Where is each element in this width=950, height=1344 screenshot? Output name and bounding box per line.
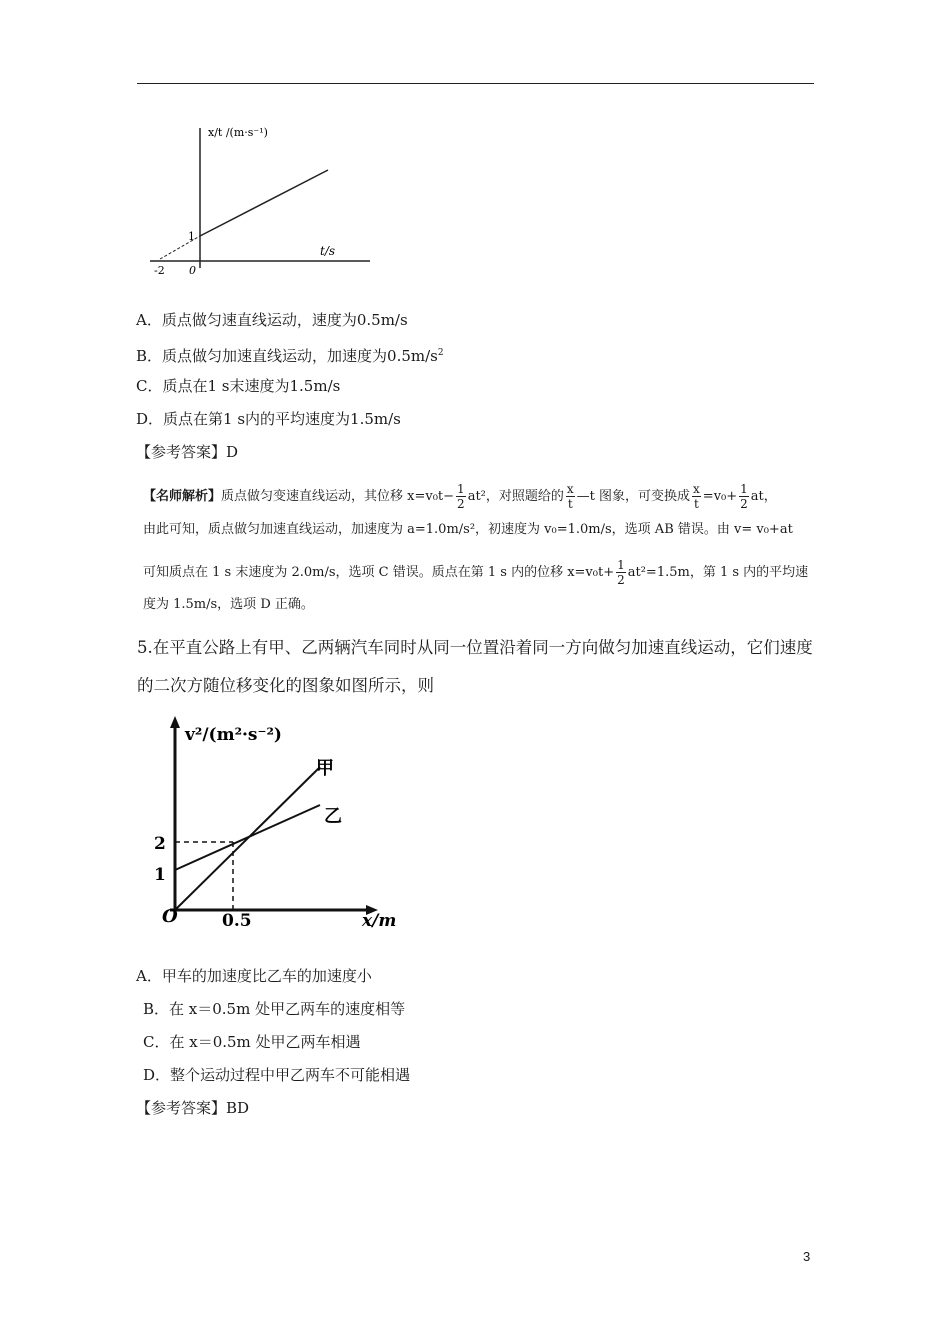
q4-analysis-line2: 由此可知，质点做匀加速直线运动，加速度为 a=1.0m/s²，初速度为 v₀=1.0m/s，选项 AB 错误。由 v= v₀+at xyxy=(143,522,793,537)
tick-y-1: 1 xyxy=(154,865,166,885)
header-rule xyxy=(137,83,814,84)
q5-answer: 【参考答案】BD xyxy=(136,1099,250,1117)
tick-x-0-5: 0.5 xyxy=(222,911,252,931)
origin-label: 0 xyxy=(189,264,196,277)
q5-option-b: B．在 x＝0.5m 处甲乙两车的速度相等 xyxy=(143,1000,406,1018)
tick-y-2: 2 xyxy=(154,834,166,854)
y-axis-label: x/t /(m·s⁻¹) xyxy=(208,126,268,139)
x-axis-label: t/s xyxy=(320,244,336,258)
x-axis-label: x/m xyxy=(362,911,397,931)
q4-option-d: D．质点在第1 s内的平均速度为1.5m/s xyxy=(136,410,401,428)
label-jia: 甲 xyxy=(316,758,334,779)
graph-line xyxy=(200,170,328,236)
tick-y-1: 1 xyxy=(188,230,195,243)
line-yi xyxy=(175,805,320,870)
q4-analysis-line4: 度为 1.5m/s，选项 D 正确。 xyxy=(143,597,314,612)
q5-option-a: A．甲车的加速度比乙车的加速度小 xyxy=(136,967,372,985)
q4-analysis-line1: 【名师解析】质点做匀变速直线运动，其位移 x=v₀t− $\frac{1}{2}$ at²，对照题给的 $\frac{x}{t}$ —t 图象，可变换成 $\frac{x}{t}$ =v₀+ $\frac{1}{2}$ at， xyxy=(143,482,777,511)
label-yi: 乙 xyxy=(324,806,342,827)
figure-xt-t-graph xyxy=(140,118,380,283)
tick-x-neg2: -2 xyxy=(154,264,165,277)
q5-option-c: C．在 x＝0.5m 处甲乙两车相遇 xyxy=(143,1033,361,1051)
q4-analysis-line3: 可知质点在 1 s 末速度为 2.0m/s，选项 C 错误。质点在第 1 s 内的位移 x=v₀t+ $\frac{1}{2}$ at²=1.5m，第 1 s 内的平均速 xyxy=(143,558,809,587)
q5-option-d: D．整个运动过程中甲乙两车不可能相遇 xyxy=(143,1066,411,1084)
q4-option-c: C．质点在1 s末速度为1.5m/s xyxy=(136,377,341,395)
q5-stem-line2: 的二次方随位移变化的图象如图所示，则 xyxy=(137,676,434,695)
origin-label: O xyxy=(162,906,178,927)
q4-option-a: A．质点做匀速直线运动，速度为0.5m/s xyxy=(136,311,408,329)
y-axis-arrow xyxy=(170,716,180,728)
q5-stem-line1: 5.在平直公路上有甲、乙两辆汽车同时从同一位置沿着同一方向做匀加速直线运动，它们速度 xyxy=(137,638,813,657)
q4-option-b: B．质点做匀加速直线运动，加速度为$0.5m/s^2$ xyxy=(136,347,444,365)
y-axis-label: v²/(m²·s⁻²) xyxy=(185,725,282,745)
q4-answer: 【参考答案】D xyxy=(136,443,239,461)
page-number: 3 xyxy=(803,1249,811,1264)
figure-v2-x-graph xyxy=(140,712,410,937)
